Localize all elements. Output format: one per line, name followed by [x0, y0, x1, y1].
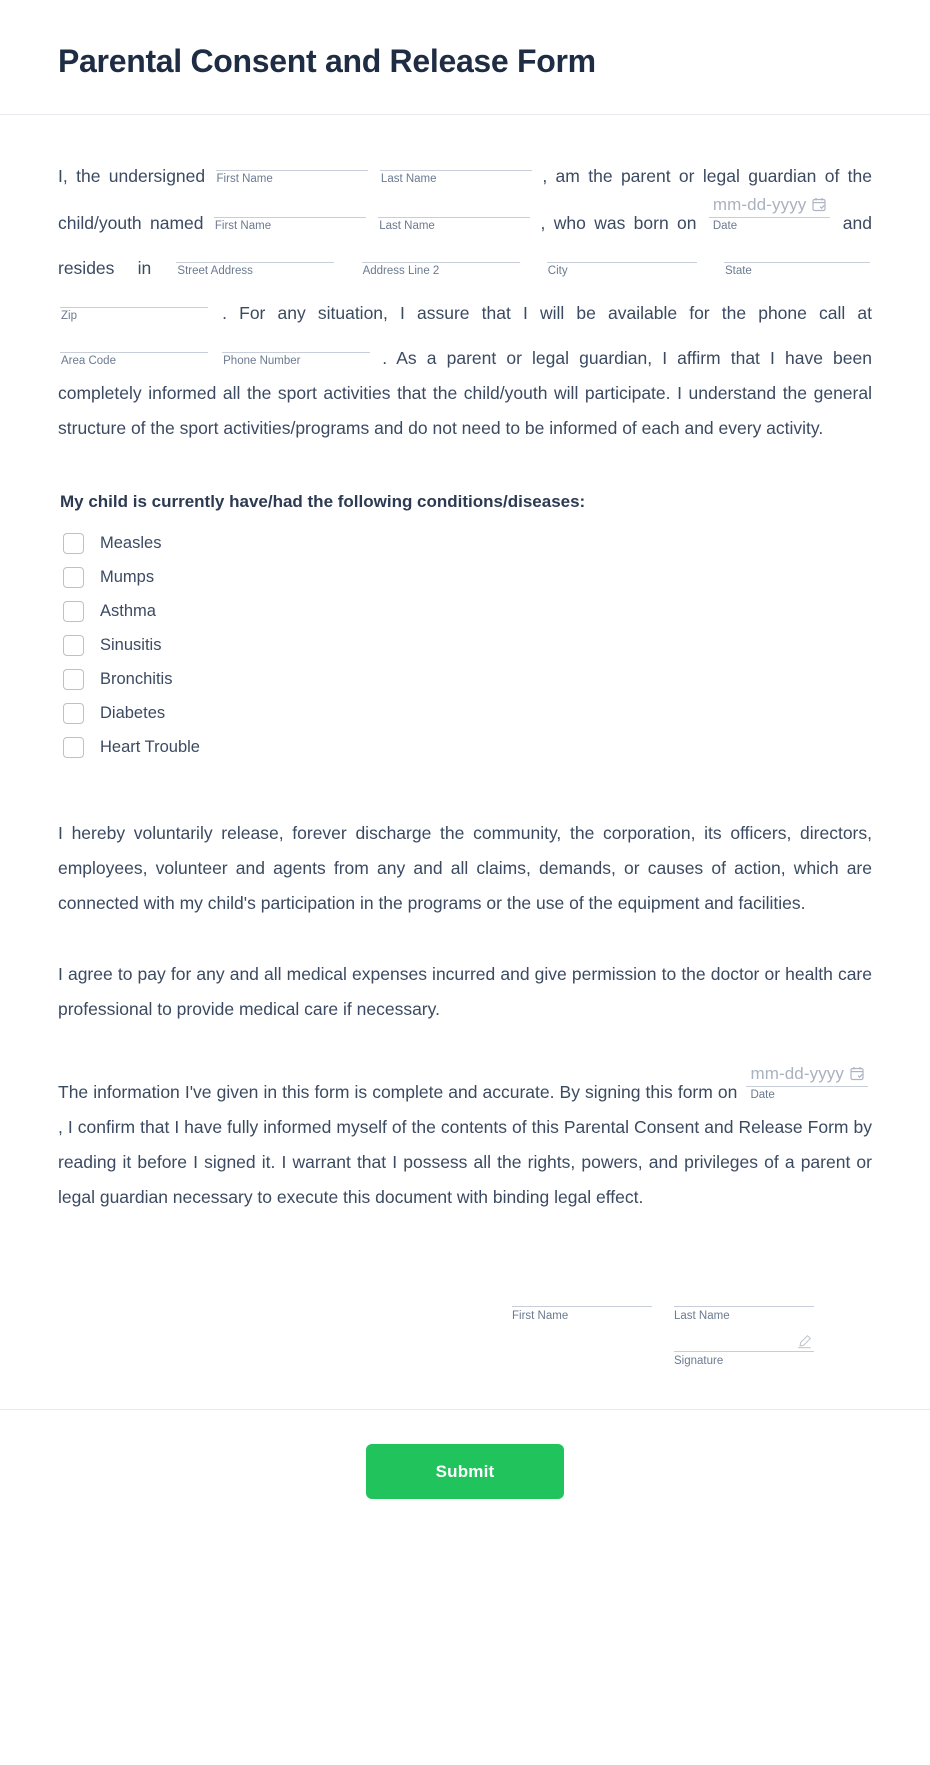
narrative-paragraph — [58, 149, 877, 446]
birth-date-placeholder: mm-dd-yyyy — [712, 195, 807, 215]
narrative-text-3: , who was born on — [540, 213, 697, 234]
closing-text-2: , I confirm that I have fully informed myself of the contents of this Parental Consent and Release Form by reading it before I signed it. I warrant that I possess all the rights, powers, and privileges of a parent or legal guardian necessary to execute this document with binding legal effect. — [58, 1117, 877, 1208]
signer-last-name-and-signature — [674, 1287, 814, 1369]
checkbox-heart-trouble[interactable] — [63, 737, 84, 758]
sign-date-caption: Date — [750, 1089, 775, 1102]
parent-first-name-caption: First Name — [216, 173, 273, 186]
address-line-2-caption: Address Line 2 — [362, 265, 440, 278]
parent-first-name-input[interactable] — [216, 149, 368, 171]
child-last-name-input[interactable] — [378, 196, 530, 218]
area-code-input[interactable] — [60, 331, 208, 353]
list-item[interactable] — [58, 560, 872, 594]
closing-paragraph — [58, 1063, 877, 1215]
signer-first-name-input[interactable] — [512, 1287, 652, 1307]
checkbox-bronchitis[interactable] — [63, 669, 84, 690]
list-item[interactable] — [58, 730, 872, 764]
conditions-heading: My child is currently have/had the following conditions/diseases: — [60, 492, 586, 512]
zip-field[interactable] — [60, 286, 208, 323]
release-paragraph: I hereby voluntarily release, forever discharge the community, the corporation, its officers, directors, employees, volunteer and agents from any and all claims, demands, or causes of action, which are connected with my child's participation in the programs or the use of the equipment and facilities. — [58, 823, 872, 914]
sign-date-control[interactable] — [746, 1063, 868, 1087]
page-title: Parental Consent and Release Form — [58, 43, 596, 79]
street-address-caption: Street Address — [177, 265, 253, 278]
sign-date-field[interactable] — [746, 1063, 868, 1102]
narrative-text-4: and resides in — [58, 213, 877, 279]
city-field[interactable] — [547, 241, 697, 278]
calendar-icon[interactable] — [850, 1066, 864, 1081]
signer-last-name-input[interactable] — [674, 1287, 814, 1307]
signer-last-name-field[interactable] — [674, 1287, 814, 1324]
signature-pen-icon[interactable] — [797, 1334, 812, 1349]
checkbox-label: Diabetes — [100, 703, 166, 722]
child-last-name-field[interactable] — [378, 196, 530, 233]
signature-caption: Signature — [674, 1355, 724, 1368]
calendar-icon[interactable] — [812, 197, 826, 212]
parent-last-name-field[interactable] — [380, 149, 532, 186]
submit-button[interactable]: Submit — [366, 1444, 564, 1499]
narrative-text-6: . As a parent or legal guardian, I affirm that I have been completely informed all the sport activities that the child/youth will participate. I understand the general structure of the sport activities/programs and do not need to be informed of each and every activity. — [58, 348, 877, 439]
state-caption: State — [724, 265, 752, 278]
birth-date-caption: Date — [712, 220, 738, 233]
list-item[interactable] — [58, 526, 872, 560]
child-first-name-field[interactable] — [214, 196, 366, 233]
signer-last-name-caption: Last Name — [674, 1310, 730, 1323]
checkbox-asthma[interactable] — [63, 601, 84, 622]
conditions-section — [58, 492, 872, 764]
checkbox-diabetes[interactable] — [63, 703, 84, 724]
checkbox-label: Asthma — [100, 601, 156, 620]
state-input[interactable] — [724, 241, 870, 263]
list-item[interactable] — [58, 594, 872, 628]
checkbox-sinusitis[interactable] — [63, 635, 84, 656]
checkbox-label: Measles — [100, 533, 162, 552]
signature-block — [58, 1287, 872, 1369]
signature-pad[interactable] — [674, 1324, 814, 1352]
form-body — [0, 115, 930, 1409]
checkbox-label: Bronchitis — [100, 669, 173, 688]
child-first-name-caption: First Name — [214, 220, 272, 233]
phone-number-caption: Phone Number — [223, 355, 301, 368]
street-address-input[interactable] — [176, 241, 334, 263]
form-header — [0, 0, 930, 115]
checkbox-measles[interactable] — [63, 533, 84, 554]
closing-text-1: The information I've given in this form is complete and accurate. By signing this form on — [58, 1082, 738, 1103]
list-item[interactable] — [58, 662, 872, 696]
street-address-field[interactable] — [176, 241, 334, 278]
parent-last-name-input[interactable] — [380, 149, 532, 171]
zip-input[interactable] — [60, 286, 208, 308]
narrative-text-2: , am the parent or legal guardian of the child/youth named — [58, 166, 877, 234]
checkbox-label: Heart Trouble — [100, 737, 200, 756]
child-last-name-caption: Last Name — [379, 220, 435, 233]
state-field[interactable] — [724, 241, 870, 278]
area-code-caption: Area Code — [61, 355, 116, 368]
narrative-text-1: I, the undersigned — [58, 166, 206, 187]
medical-paragraph: I agree to pay for any and all medical expenses incurred and give permission to the doctor or health care professional to provide medical care if necessary. — [58, 964, 872, 1020]
child-first-name-input[interactable] — [214, 196, 366, 218]
birth-date-control[interactable] — [709, 194, 831, 218]
birth-date-field[interactable] — [709, 194, 831, 233]
address-line-2-input[interactable] — [362, 241, 520, 263]
phone-number-input[interactable] — [222, 331, 370, 353]
list-item[interactable] — [58, 696, 872, 730]
signer-first-name-caption: First Name — [512, 1310, 569, 1323]
city-input[interactable] — [547, 241, 697, 263]
signer-first-name-field[interactable] — [512, 1287, 652, 1369]
sign-date-placeholder: mm-dd-yyyy — [750, 1064, 844, 1084]
checkbox-mumps[interactable] — [63, 567, 84, 588]
conditions-list — [58, 526, 872, 764]
narrative-text-5: . For any situation, I assure that I will be available for the phone call at — [222, 303, 872, 324]
parent-first-name-field[interactable] — [216, 149, 368, 186]
area-code-field[interactable] — [60, 331, 208, 368]
zip-caption: Zip — [61, 310, 77, 323]
checkbox-label: Sinusitis — [100, 635, 162, 654]
list-item[interactable] — [58, 628, 872, 662]
address-line-2-field[interactable] — [362, 241, 520, 278]
phone-number-field[interactable] — [222, 331, 370, 368]
city-caption: City — [547, 265, 568, 278]
parent-last-name-caption: Last Name — [380, 173, 437, 186]
form-footer — [0, 1409, 930, 1541]
checkbox-label: Mumps — [100, 567, 155, 586]
